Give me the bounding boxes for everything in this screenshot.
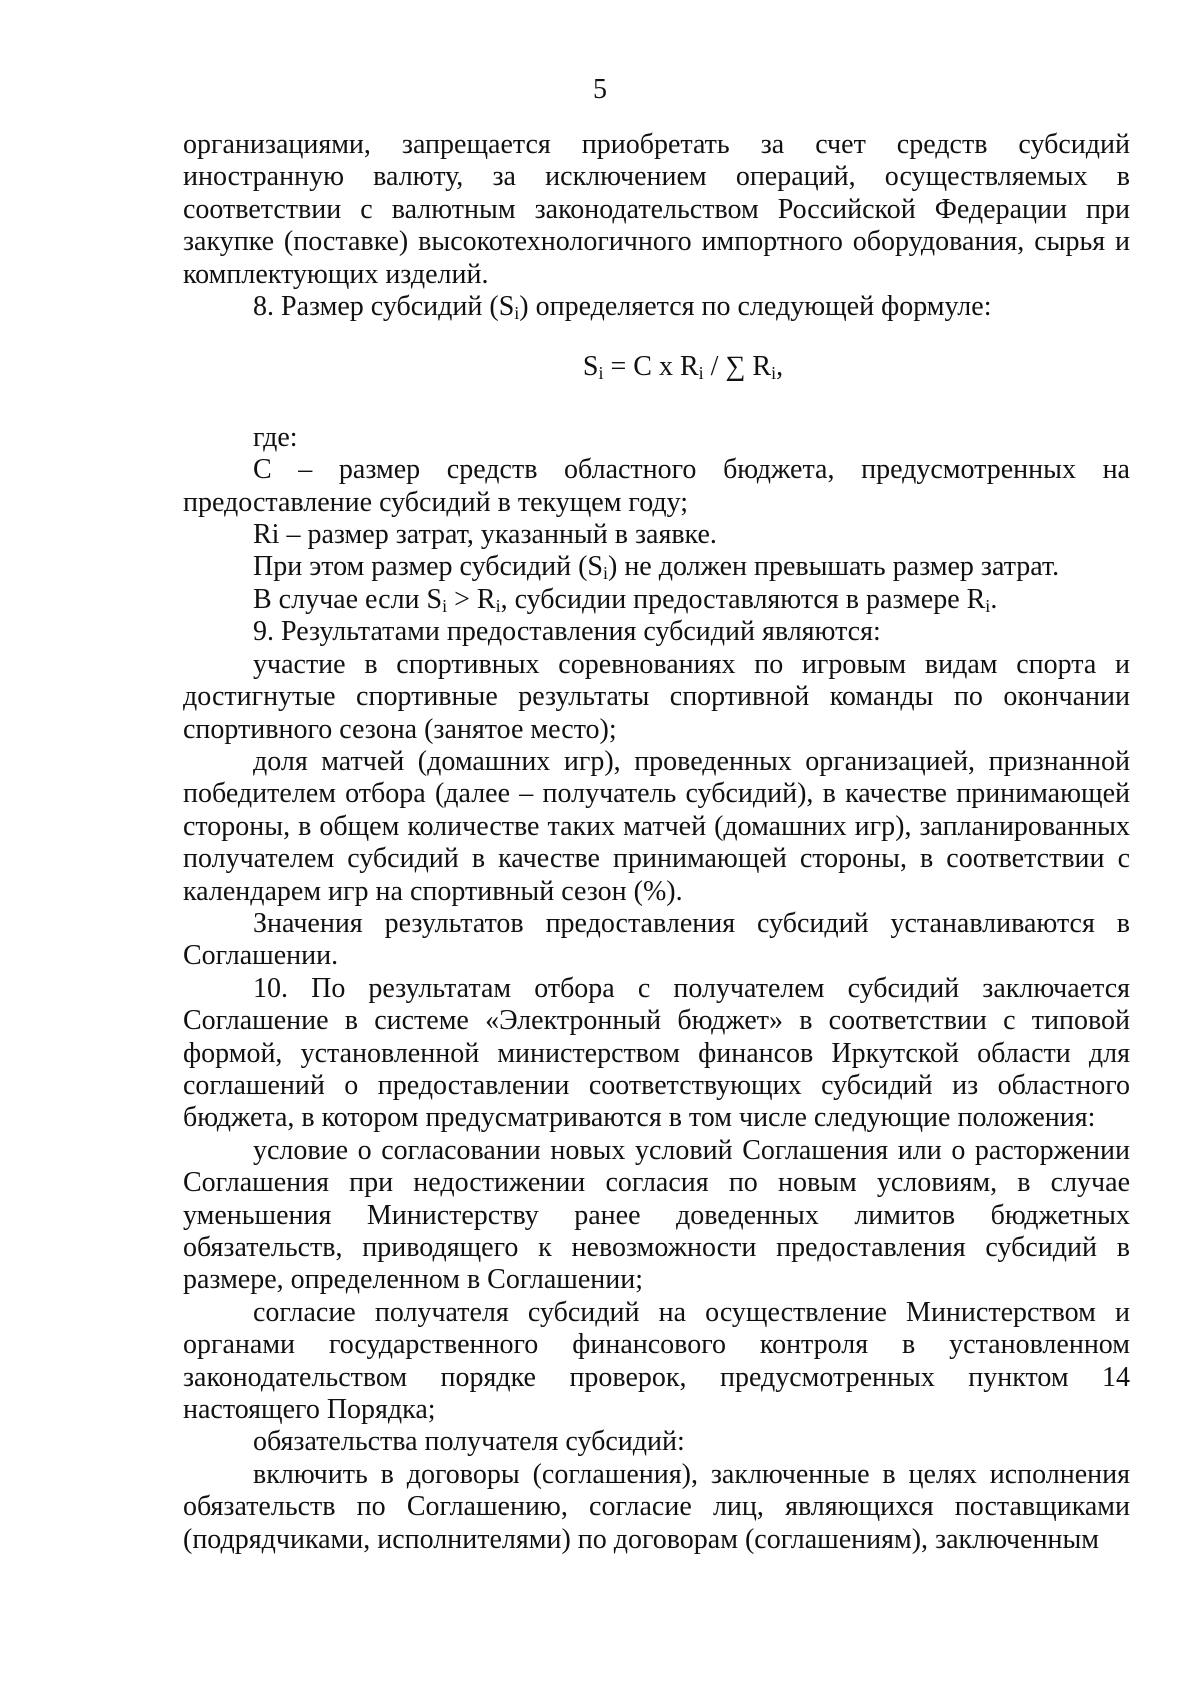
paragraph-10-condition-2: согласие получателя субсидий на осуществление Министерством и органами государственного финансового контроля в установленном законодательством порядке проверок, предусмотренных пунктом 14 настоящего Порядка; (183, 1296, 1130, 1426)
paragraph-ri-definition: Ri – размер затрат, указанный в заявке. (253, 519, 717, 551)
formula-sub-r: i (698, 363, 704, 384)
formula-sub-r2: i (771, 363, 777, 384)
subscript-i: i (514, 303, 520, 324)
paragraph-10: 10. По результатам отбора с получателем субсидий заключается Соглашение в системе «Электронный бюджет» в соответствии с типовой формой, установленной министерством финансов Иркутской области для соглашений о предоставлении соответствующих субсидий из областного бюджета, в котором предусматриваются в том числе следующие положения: (183, 972, 1130, 1134)
paragraph-10-condition-1: условие о согласовании новых условий Соглашения или о расторжении Соглашения при недостижении согласия по новым условиям, в случае уменьшения Министерству ранее доведенных лимитов бюджетных обязательств, приводящего к невозможности предоставления субсидий в размере, определенном в Соглашении; (183, 1134, 1130, 1296)
paragraph-c-definition: С – размер средств областного бюджета, предусмотренных на предоставление субсидий в текущем году; (183, 454, 1130, 518)
limit-sub: i (602, 563, 608, 584)
case-text-c: , субсидии предоставляются в размере R (500, 583, 986, 615)
case-sub-3: i (985, 595, 991, 616)
case-text-b: > R (447, 583, 496, 615)
paragraph-case (183, 584, 1130, 616)
case-sub-1: i (442, 595, 448, 616)
paragraph-limit (183, 551, 1130, 583)
formula-end: , (776, 351, 784, 383)
paragraph-9: 9. Результатами предоставления субсидий являются: (253, 616, 881, 648)
paragraph-8 (183, 291, 1130, 323)
page-number: 5 (593, 74, 607, 105)
formula-mid: = C x R (603, 351, 699, 383)
limit-text-b: ) не должен превышать размер затрат. (608, 551, 1060, 583)
paragraph-9-result-2: доля матчей (домашних игр), проведенных организацией, признанной победителем отбора (далее – получатель субсидий), в качестве принимающей стороны, в общем количестве таких матчей (домашних игр), запланированных получателем субсидий в качестве принимающей стороны, в соответствии с календарем игр на спортивный сезон (%). (183, 745, 1130, 907)
paragraph-intro-continuation: организациями, запрещается приобретать за счет средств субсидий иностранную валюту, за исключением операций, осуществляемых в соответствии с валютным законодательством Российской Федерации при закупке (поставке) высокотехнологичного импортного оборудования, сырья и комплектующих изделий. (183, 129, 1130, 290)
formula-s: S (582, 351, 599, 383)
paragraph-10-obligation-1: включить в договоры (соглашения), заключенные в целях исполнения обязательств по Соглашению, согласие лиц, являющихся поставщиками (подрядчиками, исполнителями) по договорам (соглашениям), заключенным (183, 1458, 1130, 1555)
limit-text-a: При этом размер субсидий (S (253, 551, 603, 583)
paragraph-8-text-a: 8. Размер субсидий (S (253, 291, 515, 323)
paragraph-8-text-b: ) определяется по следующей формуле: (519, 291, 992, 323)
document-body (183, 129, 1130, 1556)
paragraph-where: где: (253, 421, 298, 453)
subsidy-formula (183, 351, 1130, 383)
case-text-a: В случае если S (253, 583, 443, 615)
paragraph-9-values: Значения результатов предоставления субсидий устанавливаются в Соглашении. (183, 907, 1130, 972)
formula-sub-s: i (598, 363, 604, 384)
paragraph-9-result-1: участие в спортивных соревнованиях по игровым видам спорта и достигнутые спортивные результаты спортивной команды по окончании спортивного сезона (занятое место); (183, 648, 1130, 745)
case-text-d: . (990, 583, 998, 615)
case-sub-2: i (495, 595, 501, 616)
formula-div: / ∑ R (703, 351, 772, 383)
paragraph-10-obligations: обязательства получателя субсидий: (253, 1426, 685, 1458)
